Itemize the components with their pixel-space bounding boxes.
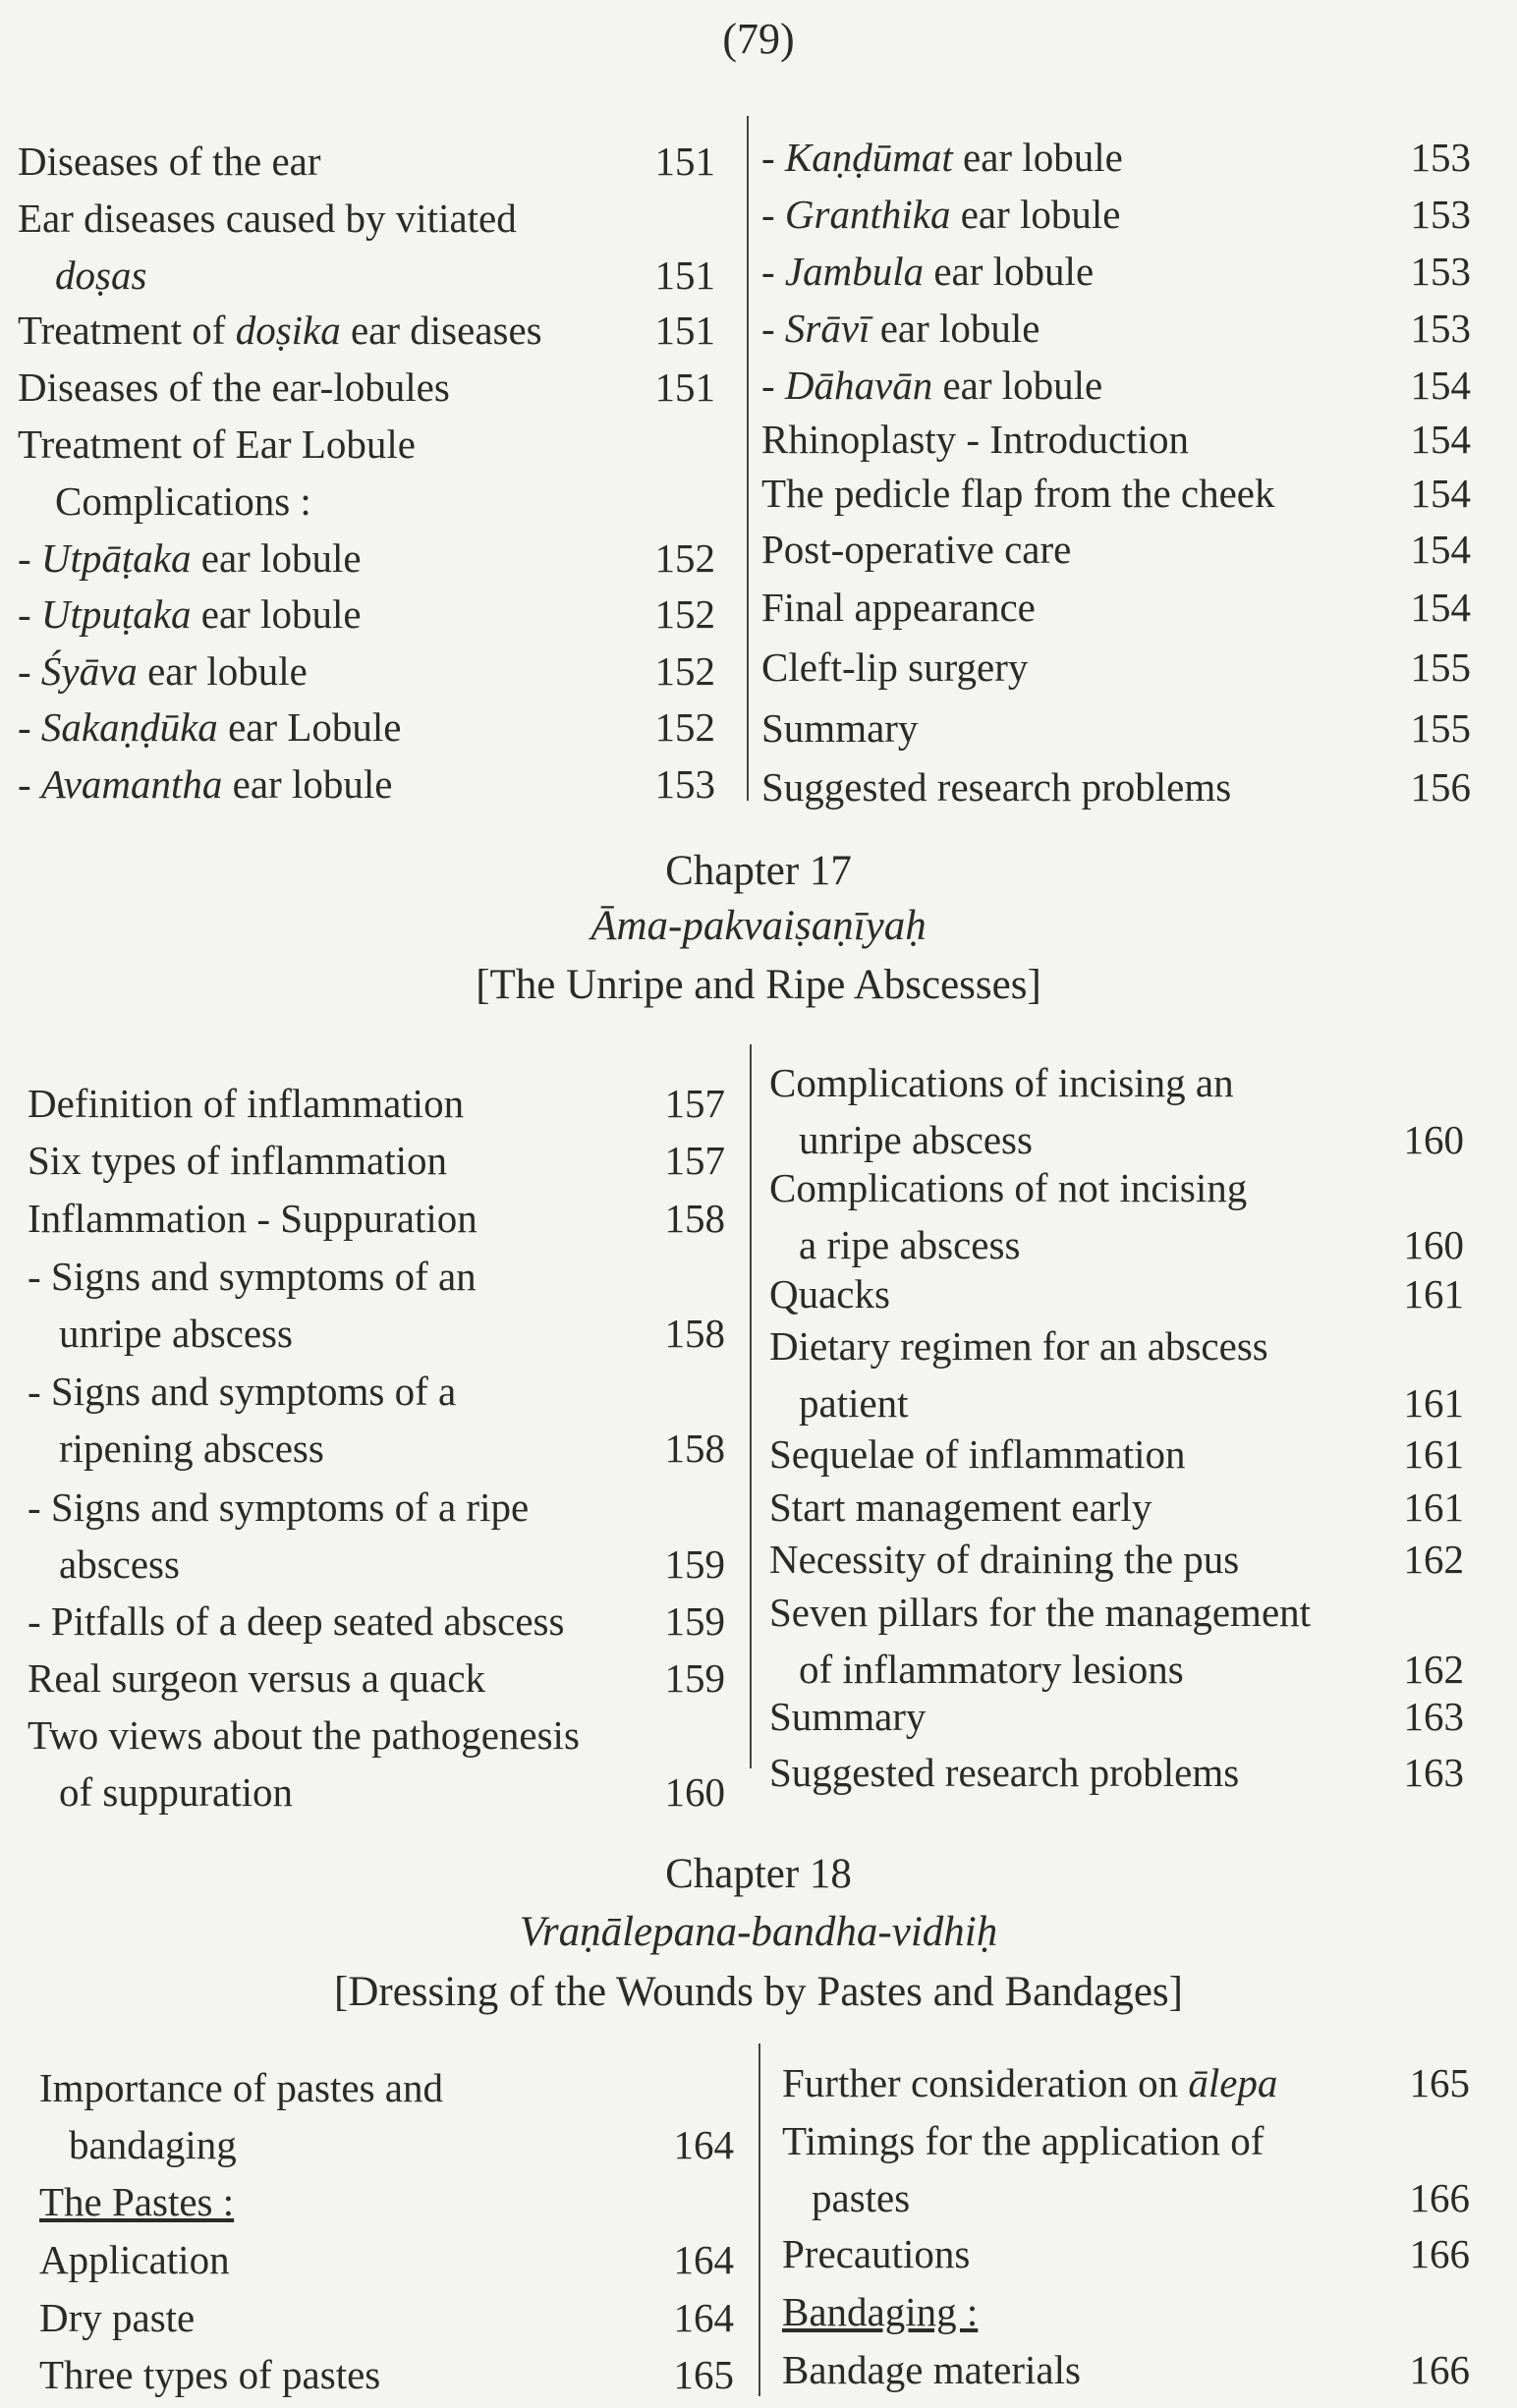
toc-text-span: ear lobule: [952, 135, 1123, 180]
column-divider: [750, 1044, 752, 1768]
toc-entry-text: [28, 1137, 447, 1184]
toc-page-number: 163: [1403, 1694, 1464, 1739]
toc-entry-text: [769, 1693, 926, 1740]
toc-page-number: 153: [1410, 192, 1471, 237]
toc-page-number: 161: [1403, 1484, 1464, 1530]
toc-text-span: The pedicle flap from the cheek: [761, 471, 1275, 516]
toc-entry-text: [761, 191, 1120, 238]
chapter-title: Vraṇālepana-bandha-vidhiḥ: [519, 1909, 998, 1955]
toc-page-number: 154: [1410, 471, 1471, 516]
toc-text-span: -: [18, 648, 41, 694]
toc-entry-text: [69, 2121, 237, 2168]
toc-entry-text: [39, 2064, 443, 2111]
toc-entry-text: [769, 1749, 1239, 1796]
toc-page-number: 165: [1409, 2060, 1470, 2105]
toc-entry-text: [761, 470, 1275, 517]
toc-entry-sravi-ear-lobule[interactable]: [761, 305, 1471, 362]
toc-page-number: 162: [1403, 1647, 1464, 1692]
toc-entry-utputaka-ear-lobule[interactable]: [18, 590, 715, 647]
toc-entry-signs-and-symptoms-of-a[interactable]: [28, 1368, 725, 1482]
toc-entry-text: [39, 2178, 234, 2225]
chapter-heading: Chapter 18: [665, 1851, 852, 1897]
toc-text-span: Post-operative care: [761, 527, 1072, 572]
toc-text-span: Application: [39, 2237, 230, 2282]
toc-page-number: 158: [664, 1311, 725, 1356]
toc-text-span: Real surgeon versus a quack: [28, 1655, 486, 1701]
toc-entry-complications-of-incising-an[interactable]: [769, 1059, 1464, 1173]
toc-entry-text: [761, 362, 1102, 409]
toc-text-span: Quacks: [769, 1271, 890, 1316]
toc-page-number: 153: [654, 761, 715, 807]
toc-entry-text: [782, 2346, 1081, 2393]
toc-entry-text: [28, 1597, 564, 1645]
toc-page-number: 154: [1410, 527, 1471, 572]
toc-entry-text: [39, 2294, 195, 2341]
toc-text-span: Kaṇḍūmat: [784, 135, 953, 180]
toc-text-span: Diseases of the ear-lobules: [18, 364, 450, 410]
toc-text-span: Treatment of Ear Lobule: [18, 421, 416, 467]
toc-entry-pitfalls-of-a-deep-seated-abscess[interactable]: [28, 1597, 725, 1654]
toc-entry-text: [769, 1164, 1247, 1211]
toc-text-span: bandaging: [69, 2122, 237, 2167]
toc-text-span: doṣika: [235, 308, 341, 353]
toc-entry-quacks[interactable]: [769, 1270, 1464, 1327]
toc-entry-text: [782, 2288, 978, 2335]
chapter-title: Āma-pakvaiṣaṇīyaḥ: [590, 903, 927, 949]
toc-page-number: 160: [664, 1769, 725, 1815]
toc-page-number: 166: [1409, 2347, 1470, 2392]
toc-entry-ear-diseases-caused-by-vitiated[interactable]: [18, 195, 715, 308]
chapter-heading: Chapter 17: [665, 848, 852, 894]
toc-text-span: of suppuration: [59, 1769, 293, 1815]
toc-text-span: Treatment of: [18, 308, 236, 353]
toc-entry-granthika-ear-lobule[interactable]: [761, 191, 1471, 248]
toc-text-span: Six types of inflammation: [28, 1138, 448, 1183]
toc-entry-text: [769, 1536, 1239, 1583]
toc-text-span: Timings for the application of: [782, 2118, 1264, 2163]
toc-page-number: 155: [1410, 644, 1471, 690]
toc-text-span: Two views about the pathogenesis: [28, 1712, 580, 1758]
toc-page-number: 153: [1410, 135, 1471, 180]
toc-text-span: ear lobule: [137, 648, 308, 694]
toc-page-number: 151: [654, 308, 715, 353]
toc-entry-text: [59, 1310, 293, 1357]
toc-entry-timings-for-the-application-of[interactable]: [782, 2117, 1470, 2231]
toc-page-number: 159: [664, 1655, 725, 1701]
toc-entry-text: [18, 703, 402, 751]
toc-text-span: Definition of inflammation: [28, 1081, 465, 1126]
toc-text-span: -: [761, 135, 785, 180]
toc-text-span: Cleft-lip surgery: [761, 644, 1029, 690]
toc-page-number: 151: [654, 252, 715, 298]
toc-entry-text: [761, 704, 918, 752]
toc-entry-text: [761, 305, 1039, 352]
toc-entry-six-types-of-inflammation[interactable]: [28, 1137, 725, 1194]
toc-text-span: Suggested research problems: [761, 764, 1232, 810]
toc-entry-importance-of-pastes-and[interactable]: [39, 2064, 734, 2178]
toc-entry-text: [769, 1589, 1311, 1636]
toc-text-span: a ripe abscess: [799, 1222, 1021, 1267]
toc-text-span: Dietary regimen for an abscess: [769, 1323, 1268, 1369]
toc-text-span: Dry paste: [39, 2295, 196, 2340]
toc-text-span: Sakaṇḍūka: [40, 704, 218, 750]
toc-page-number: 152: [654, 591, 715, 637]
toc-entry-text: [799, 1379, 909, 1427]
toc-entry-further-consideration-on-alepa[interactable]: [782, 2059, 1470, 2116]
toc-entry-cleft-lip-surgery[interactable]: [761, 644, 1471, 700]
column-divider: [758, 2044, 760, 2396]
toc-page-number: 151: [654, 364, 715, 410]
toc-page-number: 155: [1410, 705, 1471, 751]
toc-entry-text: [28, 1711, 580, 1759]
toc-text-span: - Signs and symptoms of a ripe: [28, 1484, 530, 1530]
toc-entry-real-surgeon-versus-a-quack[interactable]: [28, 1654, 725, 1711]
toc-entry-the-pedicle-flap-from-the-cheek[interactable]: [761, 470, 1471, 527]
toc-entry-text: [39, 2236, 230, 2283]
toc-text-span: -: [18, 761, 41, 807]
toc-text-span: Sequelae of inflammation: [769, 1431, 1186, 1477]
toc-entry-dietary-regimen-for-an-abscess[interactable]: [769, 1322, 1464, 1436]
toc-text-span: ripening abscess: [59, 1426, 324, 1471]
toc-entry-avamantha-ear-lobule[interactable]: [18, 760, 715, 817]
toc-entry-text: [18, 195, 517, 242]
toc-page-number: 161: [1403, 1271, 1464, 1316]
toc-text-span: -: [761, 249, 785, 294]
toc-text-span: Utpuṭaka: [40, 591, 192, 637]
toc-entry-text: [39, 2351, 380, 2398]
toc-entry-sequelae-of-inflammation[interactable]: [769, 1430, 1464, 1487]
toc-text-span: Seven pillars for the management: [769, 1590, 1312, 1635]
toc-text-span: Śyāva: [40, 648, 138, 694]
toc-text-span: ear Lobule: [217, 704, 402, 750]
toc-entry-text: [59, 1768, 293, 1816]
toc-entry-text: [812, 2174, 910, 2221]
toc-text-span: Diseases of the ear: [18, 139, 321, 184]
toc-entry-text: [782, 2059, 1277, 2106]
toc-entry-necessity-of-draining-the-pus[interactable]: [769, 1536, 1464, 1593]
toc-entry-text: [769, 1059, 1234, 1106]
toc-text-span: - Pitfalls of a deep seated abscess: [28, 1598, 565, 1644]
toc-text-span: Summary: [761, 705, 919, 751]
toc-entry-text: [761, 134, 1123, 181]
toc-entry-text: [28, 1484, 529, 1531]
toc-page-number: 164: [673, 2237, 734, 2282]
toc-page-number: 153: [1410, 306, 1471, 351]
toc-entry-precautions[interactable]: [782, 2230, 1470, 2287]
toc-page-number: 157: [664, 1138, 725, 1183]
toc-page-number: 166: [1409, 2231, 1470, 2276]
toc-text-span: ear diseases: [340, 308, 542, 353]
toc-entry-text: [18, 420, 416, 468]
toc-text-span: Jambula: [784, 249, 925, 294]
toc-text-span: Complications of not incising: [769, 1165, 1248, 1210]
toc-text-span: ear lobule: [932, 363, 1103, 408]
toc-text-span: -: [18, 535, 41, 581]
toc-entry-inflammation-suppuration[interactable]: [28, 1195, 725, 1252]
toc-page-number: 152: [654, 648, 715, 694]
toc-page-number: 161: [1403, 1380, 1464, 1426]
toc-text-span: Summary: [769, 1694, 927, 1739]
toc-page-number: 164: [673, 2295, 734, 2340]
toc-entry-definition-of-inflammation[interactable]: [28, 1080, 725, 1137]
toc-page-number: 154: [1410, 417, 1471, 462]
toc-page-number: 159: [664, 1541, 725, 1587]
toc-entry-text: [28, 1195, 478, 1242]
toc-text-span: ear lobule: [222, 761, 393, 807]
toc-text-span: Precautions: [782, 2231, 971, 2276]
toc-text-span: Ear diseases caused by vitiated: [18, 196, 517, 241]
toc-entry-text: [59, 1425, 324, 1472]
toc-page-number: 157: [664, 1081, 725, 1126]
toc-entry-text: [28, 1654, 485, 1702]
toc-entry-text: [18, 138, 321, 185]
toc-text-span: Suggested research problems: [769, 1750, 1240, 1795]
toc-text-span: ear lobule: [191, 591, 362, 637]
toc-text-span: ālepa: [1188, 2060, 1278, 2105]
toc-entry-diseases-of-the-ear[interactable]: [18, 138, 715, 195]
toc-page-number: 153: [1410, 249, 1471, 294]
toc-entry-text: [799, 1116, 1033, 1163]
toc-entry-text: [28, 1080, 464, 1127]
toc-text-span: Rhinoplasty - Introduction: [761, 417, 1190, 462]
toc-entry-signs-and-symptoms-of-a-ripe[interactable]: [28, 1484, 725, 1597]
chapter-subtitle: [Dressing of the Wounds by Pastes and Bandages]: [334, 1969, 1183, 2015]
toc-text-span: abscess: [59, 1541, 180, 1587]
toc-entry-three-types-of-pastes[interactable]: [39, 2351, 734, 2408]
toc-entry-syava-ear-lobule[interactable]: [18, 647, 715, 704]
toc-entry-text: [782, 2117, 1264, 2164]
toc-text-span: Complications of incising an: [769, 1060, 1234, 1105]
toc-entry-seven-pillars-for-the-management[interactable]: [769, 1589, 1464, 1703]
toc-page-number: 152: [654, 704, 715, 750]
toc-page-number: 160: [1403, 1222, 1464, 1267]
toc-entry-text: [55, 477, 311, 525]
toc-text-span: Dāhavān: [784, 363, 933, 408]
toc-entry-the-pastes[interactable]: [39, 2178, 734, 2235]
toc-entry-dahavan-ear-lobule[interactable]: [761, 362, 1471, 419]
toc-entry-text: [761, 584, 1036, 631]
toc-page-number: 162: [1403, 1537, 1464, 1582]
toc-text-span: The Pastes :: [39, 2179, 235, 2224]
toc-entry-start-management-early[interactable]: [769, 1484, 1464, 1540]
toc-text-span: Importance of pastes and: [39, 2065, 443, 2110]
toc-page-number: 165: [673, 2352, 734, 2397]
toc-entry-text: [761, 416, 1189, 463]
toc-text-span: ear lobule: [191, 535, 362, 581]
toc-entry-treatment-of-dosika-ear-diseases[interactable]: [18, 307, 715, 364]
toc-entry-bandaging[interactable]: [782, 2288, 1470, 2345]
toc-text-span: doṣas: [55, 252, 147, 298]
toc-entry-text: [59, 1540, 180, 1588]
toc-text-span: - Signs and symptoms of an: [28, 1254, 477, 1299]
toc-entry-rhinoplasty-introduction[interactable]: [761, 416, 1471, 473]
toc-entry-bandage-materials[interactable]: [782, 2346, 1470, 2403]
toc-page-number: 164: [673, 2122, 734, 2167]
toc-page-number: 156: [1410, 764, 1471, 810]
toc-entry-dry-paste[interactable]: [39, 2294, 734, 2351]
toc-entry-text: [799, 1646, 1184, 1693]
toc-text-span: ear lobule: [950, 192, 1121, 237]
toc-entry-text: [761, 763, 1231, 811]
toc-entry-text: [782, 2230, 970, 2277]
toc-page-number: 160: [1403, 1117, 1464, 1162]
toc-entry-suggested-research-problems[interactable]: [769, 1749, 1464, 1806]
toc-text-span: -: [18, 704, 41, 750]
toc-page-number: 154: [1410, 585, 1471, 630]
toc-entry-final-appearance[interactable]: [761, 584, 1471, 641]
toc-entry-two-views-about-the-pathogenesis[interactable]: [28, 1711, 725, 1825]
toc-page-number: 159: [664, 1598, 725, 1644]
toc-entry-text: [18, 534, 362, 582]
toc-entry-utpataka-ear-lobule[interactable]: [18, 534, 715, 591]
toc-entry-text: [761, 526, 1071, 573]
toc-text-span: unripe abscess: [799, 1117, 1033, 1162]
toc-entry-text: [761, 644, 1028, 691]
toc-entry-text: [769, 1484, 1152, 1531]
toc-page-number: 163: [1403, 1750, 1464, 1795]
toc-text-span: ear lobule: [924, 249, 1095, 294]
toc-text-span: Necessity of draining the pus: [769, 1537, 1240, 1582]
toc-entry-kandumat-ear-lobule[interactable]: [761, 134, 1471, 191]
toc-entry-text: [28, 1253, 477, 1300]
toc-entry-text: [769, 1322, 1268, 1370]
toc-text-span: of inflammatory lesions: [799, 1647, 1184, 1692]
toc-text-span: Final appearance: [761, 585, 1036, 630]
toc-text-span: Srāvī: [784, 306, 871, 351]
toc-page-number: 151: [654, 139, 715, 184]
toc-page-number: 158: [664, 1426, 725, 1471]
page-number: (79): [722, 15, 795, 63]
toc-text-span: Start management early: [769, 1484, 1152, 1530]
toc-text-span: unripe abscess: [59, 1311, 293, 1356]
toc-entry-jambula-ear-lobule[interactable]: [761, 248, 1471, 305]
toc-text-span: Further consideration on: [782, 2060, 1189, 2105]
column-divider: [747, 116, 749, 801]
toc-text-span: Avamantha: [40, 761, 223, 807]
toc-page-number: 158: [664, 1196, 725, 1241]
toc-page-number: 152: [654, 535, 715, 581]
toc-entry-application[interactable]: [39, 2236, 734, 2293]
toc-entry-text: [18, 590, 362, 638]
toc-text-span: patient: [799, 1380, 909, 1426]
toc-entry-text: [769, 1270, 890, 1317]
toc-text-span: -: [761, 306, 785, 351]
toc-text-span: Bandage materials: [782, 2347, 1081, 2392]
toc-entry-text: [55, 252, 146, 299]
toc-text-span: Granthika: [784, 192, 951, 237]
toc-entry-diseases-of-the-ear-lobules[interactable]: [18, 364, 715, 420]
toc-entry-summary[interactable]: [761, 704, 1471, 761]
toc-page-number: 166: [1409, 2175, 1470, 2220]
chapter-subtitle: [The Unripe and Ripe Abscesses]: [476, 962, 1041, 1008]
toc-entry-post-operative-care[interactable]: [761, 526, 1471, 583]
toc-text-span: Inflammation - Suppuration: [28, 1196, 478, 1241]
toc-text-span: -: [761, 192, 785, 237]
toc-entry-suggested-research-problems[interactable]: [761, 763, 1471, 820]
toc-text-span: -: [761, 363, 785, 408]
toc-entry-text: [18, 647, 308, 695]
toc-entry-text: [769, 1430, 1186, 1478]
toc-entry-treatment-of-ear-lobule[interactable]: [18, 420, 715, 534]
toc-text-span: Complications :: [55, 478, 311, 524]
toc-text-span: -: [18, 591, 41, 637]
toc-entry-sakanduka-ear-lobule[interactable]: [18, 703, 715, 760]
toc-entry-summary[interactable]: [769, 1693, 1464, 1750]
toc-text-span: Three types of pastes: [39, 2352, 381, 2397]
toc-text-span: ear lobule: [870, 306, 1040, 351]
toc-entry-text: [18, 364, 450, 411]
toc-text-span: pastes: [812, 2175, 911, 2220]
toc-text-span: - Signs and symptoms of a: [28, 1369, 457, 1414]
toc-entry-text: [18, 760, 392, 808]
toc-entry-text: [761, 248, 1094, 295]
toc-text-span: Bandaging :: [782, 2289, 979, 2334]
toc-page-number: 161: [1403, 1431, 1464, 1477]
toc-entry-text: [18, 307, 542, 354]
toc-page-number: 154: [1410, 363, 1471, 408]
toc-entry-signs-and-symptoms-of-an[interactable]: [28, 1253, 725, 1367]
toc-entry-complications-of-not-incising[interactable]: [769, 1164, 1464, 1278]
toc-entry-text: [799, 1221, 1020, 1268]
toc-text-span: Utpāṭaka: [40, 535, 192, 581]
toc-entry-text: [28, 1368, 456, 1415]
